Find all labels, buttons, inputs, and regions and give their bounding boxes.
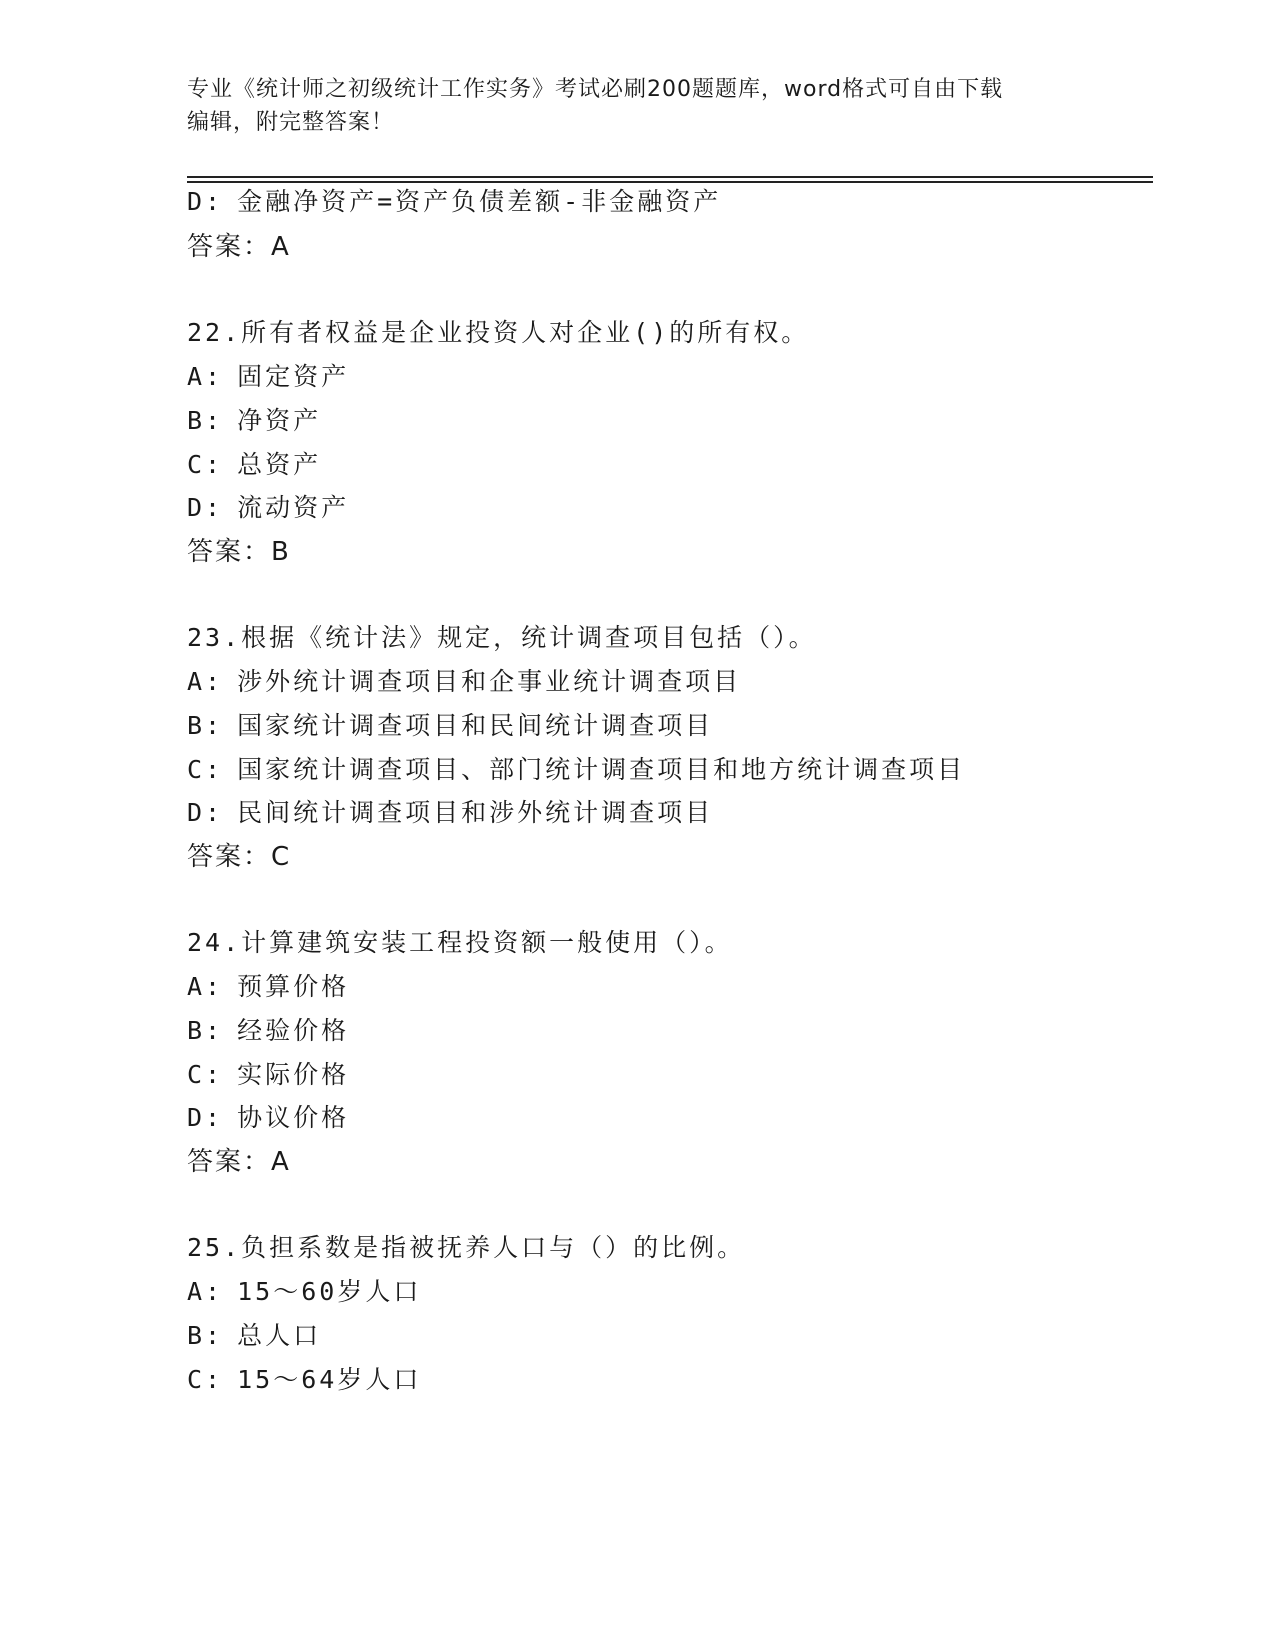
question-25-option-c — [187, 1364, 421, 1396]
option-label: A: — [187, 362, 224, 391]
option-label: C: — [187, 1365, 224, 1394]
option-label: C: — [187, 450, 224, 479]
question-24-answer: 答案：A — [187, 1147, 291, 1177]
option-text: 协议价格 — [237, 1103, 350, 1132]
option-text: 民间统计调查项目和涉外统计调查项目 — [237, 798, 714, 827]
question-24-stem: 24.计算建筑安装工程投资额一般使用（）。 — [187, 928, 733, 957]
option-label: B: — [187, 711, 224, 740]
option-label: D: — [187, 493, 224, 522]
question-23-option-b — [187, 710, 713, 742]
prev-answer: 答案：A — [187, 232, 291, 262]
header-divider-bottom — [187, 181, 1153, 183]
question-23-option-d — [187, 797, 713, 829]
header-divider-top — [187, 176, 1153, 178]
question-22-stem: 22.所有者权益是企业投资人对企业()的所有权。 — [187, 318, 810, 347]
option-label: D: — [187, 1103, 224, 1132]
option-label: B: — [187, 1321, 224, 1350]
option-label: A: — [187, 667, 224, 696]
question-23-option-c — [187, 754, 965, 786]
option-text: 固定资产 — [237, 362, 350, 391]
question-24-option-a — [187, 971, 349, 1003]
prev-option-d — [187, 186, 721, 218]
option-label: A: — [187, 1277, 224, 1306]
question-25-stem: 25.负担系数是指被抚养人口与（）的比例。 — [187, 1233, 746, 1262]
option-label: C: — [187, 1060, 224, 1089]
question-24-option-d — [187, 1102, 349, 1134]
option-text: 流动资产 — [237, 493, 350, 522]
header-line-1: 专业《统计师之初级统计工作实务》考试必刷200题题库，word格式可自由下载 — [187, 77, 1004, 102]
option-label: B: — [187, 406, 224, 435]
question-22-option-c — [187, 449, 321, 481]
question-22-answer: 答案：B — [187, 537, 291, 567]
option-text: 总资产 — [237, 450, 322, 479]
question-23-option-a — [187, 666, 741, 698]
question-24-option-b — [187, 1015, 349, 1047]
option-label: B: — [187, 1016, 224, 1045]
question-23-stem: 23.根据《统计法》规定，统计调查项目包括（）。 — [187, 623, 817, 652]
question-25-option-b — [187, 1320, 321, 1352]
option-label: A: — [187, 972, 224, 1001]
document-header — [187, 73, 1087, 139]
option-label: D: — [187, 798, 224, 827]
option-text: 预算价格 — [237, 972, 350, 1001]
question-25-option-a — [187, 1276, 421, 1308]
option-text: 金融净资产=资产负债差额-非金融资产 — [237, 187, 722, 216]
option-text: 15～60岁人口 — [237, 1277, 422, 1306]
question-22-option-a — [187, 361, 349, 393]
option-text: 涉外统计调查项目和企事业统计调查项目 — [237, 667, 742, 696]
option-text: 实际价格 — [237, 1060, 350, 1089]
option-text: 国家统计调查项目和民间统计调查项目 — [237, 711, 714, 740]
question-23-answer: 答案：C — [187, 842, 292, 872]
option-text: 经验价格 — [237, 1016, 350, 1045]
question-22-option-d — [187, 492, 349, 524]
option-label: D: — [187, 187, 224, 216]
option-text: 净资产 — [237, 406, 322, 435]
question-22-option-b — [187, 405, 321, 437]
header-line-2: 编辑，附完整答案！ — [187, 110, 395, 135]
option-label: C: — [187, 755, 224, 784]
option-text: 总人口 — [237, 1321, 322, 1350]
option-text: 15～64岁人口 — [237, 1365, 422, 1394]
question-24-option-c — [187, 1059, 349, 1091]
option-text: 国家统计调查项目、部门统计调查项目和地方统计调查项目 — [237, 755, 966, 784]
